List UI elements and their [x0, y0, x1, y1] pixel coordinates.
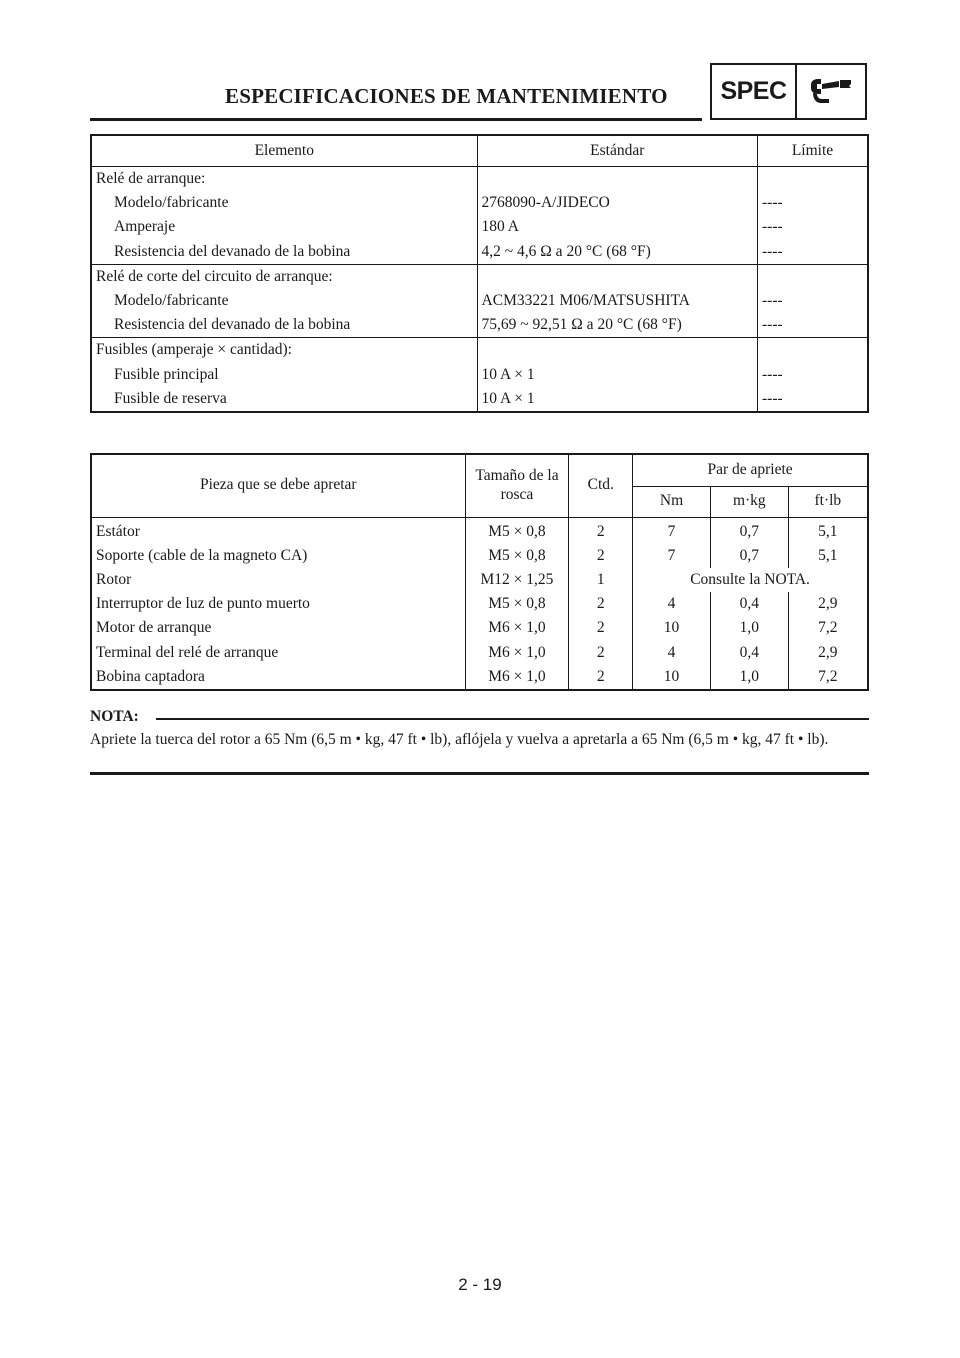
limit-cell: ----: [758, 387, 868, 412]
col-header-element: Elemento: [91, 135, 477, 167]
table-row: [91, 592, 868, 616]
group-title-row: [91, 338, 868, 363]
table-row: [91, 289, 868, 313]
item-cell: Modelo/fabricante: [114, 292, 229, 310]
limit-cell: ----: [758, 191, 868, 215]
group-title: Fusibles (amperaje × cantidad):: [91, 338, 477, 363]
torque-note-cell: Consulte la NOTA.: [633, 568, 868, 592]
nm-cell: 4: [633, 592, 711, 616]
nm-cell: 10: [633, 616, 711, 640]
nm-cell: 4: [633, 640, 711, 664]
part-cell: Interruptor de luz de punto muerto: [96, 595, 310, 613]
table-row: [91, 363, 868, 387]
thread-cell: M6 × 1,0: [465, 616, 569, 640]
item-cell: Resistencia del devanado de la bobina: [114, 316, 351, 334]
standard-cell: 10 A × 1: [477, 363, 757, 387]
col-header-thread: Tamaño de la rosca: [465, 454, 569, 517]
table-row: [91, 568, 868, 592]
group-title: Relé de corte del circuito de arranque:: [91, 264, 477, 289]
table-row: [91, 387, 868, 412]
mkg-cell: 0,7: [710, 517, 788, 544]
table-row: [91, 665, 868, 690]
note-text: Apriete la tuerca del rotor a 65 Nm (6,5 m • kg, 47 ft • lb), aflójela y vuelva a apretarla a 65 Nm (6,5 m • kg, 47 ft • lb).: [90, 731, 829, 748]
table-row: [91, 616, 868, 640]
part-cell: Motor de arranque: [96, 619, 212, 637]
spec-table: [90, 134, 869, 413]
thread-cell: M6 × 1,0: [465, 640, 569, 664]
col-header-standard: Estándar: [477, 135, 757, 167]
limit-cell: ----: [758, 240, 868, 265]
table-row: [91, 640, 868, 664]
part-cell: Terminal del relé de arranque: [96, 643, 279, 661]
qty-cell: 2: [569, 544, 633, 568]
qty-cell: 2: [569, 616, 633, 640]
thread-cell: M5 × 0,8: [465, 592, 569, 616]
nm-cell: 7: [633, 517, 711, 544]
part-cell: Bobina captadora: [96, 667, 205, 685]
standard-cell: 2768090-A/JIDECO: [477, 191, 757, 215]
item-cell: Fusible principal: [114, 365, 219, 383]
thread-cell: M5 × 0,8: [465, 517, 569, 544]
torque-table: [90, 453, 869, 691]
qty-cell: 2: [569, 592, 633, 616]
col-header-limit: Límite: [758, 135, 868, 167]
col-header-nm: Nm: [633, 486, 711, 517]
spec-label: SPEC: [712, 65, 797, 118]
col-header-part: Pieza que se debe apretar: [91, 454, 465, 517]
note-end-rule: [90, 772, 869, 775]
page-title: ESPECIFICACIONES DE MANTENIMIENTO: [225, 84, 668, 108]
ftlb-cell: 5,1: [788, 517, 868, 544]
table-row: [91, 313, 868, 338]
item-cell: Modelo/fabricante: [114, 194, 229, 212]
spec-badge: [710, 63, 867, 120]
standard-cell: 180 A: [477, 215, 757, 239]
group-title: Relé de arranque:: [96, 170, 206, 188]
standard-cell: 4,2 ~ 4,6 Ω a 20 °C (68 °F): [477, 240, 757, 265]
part-cell: Estátor: [96, 522, 140, 540]
table-row: [91, 191, 868, 215]
standard-cell: 75,69 ~ 92,51 Ω a 20 °C (68 °F): [477, 313, 757, 338]
limit-cell: ----: [758, 215, 868, 239]
spec-table-header: [91, 135, 868, 167]
mkg-cell: 1,0: [710, 616, 788, 640]
note-rule: [156, 718, 869, 720]
mkg-cell: 1,0: [710, 665, 788, 690]
item-cell: Resistencia del devanado de la bobina: [114, 242, 351, 260]
part-cell: Soporte (cable de la magneto CA): [96, 546, 308, 564]
nm-cell: 10: [633, 665, 711, 690]
torque-table-header: [91, 454, 868, 486]
thread-cell: M6 × 1,0: [465, 665, 569, 690]
qty-cell: 2: [569, 517, 633, 544]
page-number: 2 - 19: [458, 1275, 502, 1294]
col-header-mkg: m·kg: [710, 486, 788, 517]
col-header-ftlb: ft·lb: [788, 486, 868, 517]
limit-cell: ----: [758, 313, 868, 338]
ftlb-cell: 7,2: [788, 616, 868, 640]
qty-cell: 1: [569, 568, 633, 592]
group-title-row: [91, 264, 868, 289]
col-header-torque: Par de apriete: [633, 454, 868, 486]
group-title-row: [91, 167, 868, 192]
limit-cell: ----: [758, 363, 868, 387]
item-cell: Amperaje: [114, 218, 176, 236]
nm-cell: 7: [633, 544, 711, 568]
qty-cell: 2: [569, 665, 633, 690]
limit-cell: ----: [758, 289, 868, 313]
thread-cell: M5 × 0,8: [465, 544, 569, 568]
part-cell: Rotor: [96, 570, 132, 588]
mkg-cell: 0,4: [710, 592, 788, 616]
table-row: [91, 215, 868, 239]
ftlb-cell: 5,1: [788, 544, 868, 568]
ftlb-cell: 2,9: [788, 592, 868, 616]
standard-cell: ACM33221 M06/MATSUSHITA: [477, 289, 757, 313]
mkg-cell: 0,4: [710, 640, 788, 664]
ftlb-cell: 2,9: [788, 640, 868, 664]
thread-cell: M12 × 1,25: [465, 568, 569, 592]
wrench-icon: [797, 65, 865, 118]
table-row: [91, 517, 868, 544]
item-cell: Fusible de reserva: [114, 389, 227, 407]
mkg-cell: 0,7: [710, 544, 788, 568]
note-label: NOTA:: [90, 708, 139, 725]
header-rule: [90, 118, 702, 121]
table-row: [91, 544, 868, 568]
qty-cell: 2: [569, 640, 633, 664]
col-header-qty: Ctd.: [569, 454, 633, 517]
standard-cell: 10 A × 1: [477, 387, 757, 412]
ftlb-cell: 7,2: [788, 665, 868, 690]
table-row: [91, 240, 868, 265]
